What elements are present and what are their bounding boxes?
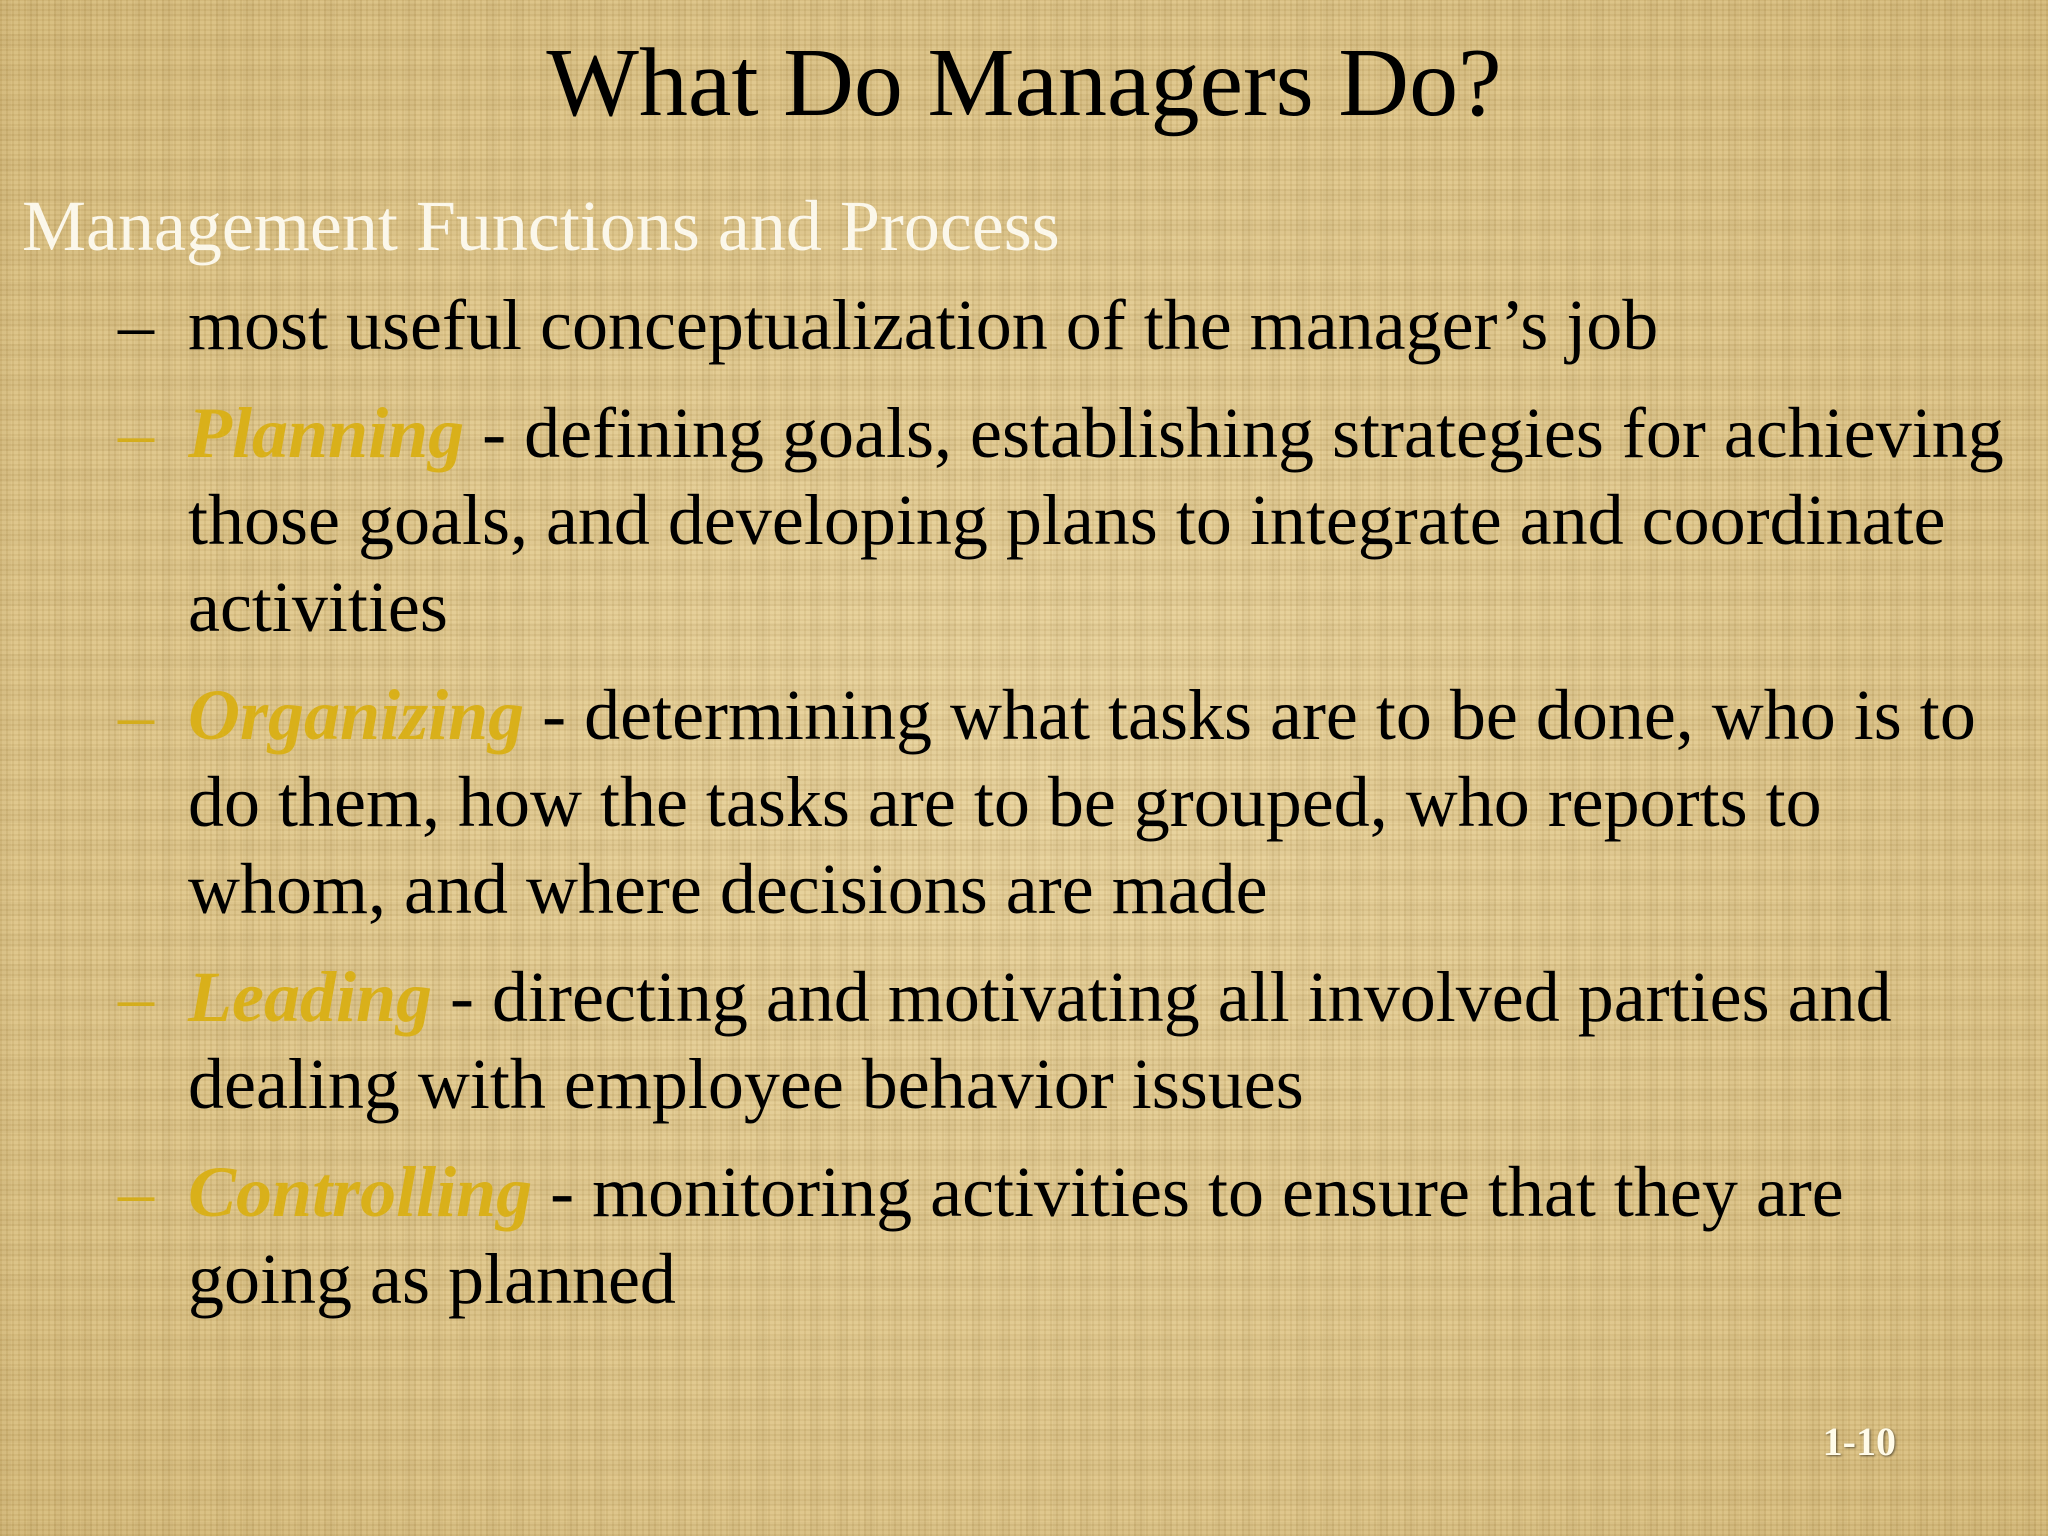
- bullet-text: - monitoring activities to ensure that they are going as planned: [188, 1152, 1844, 1319]
- bullet-item-leading: [118, 954, 2018, 1128]
- slide-title: What Do Managers Do?: [546, 29, 1502, 137]
- term-leading: Leading: [188, 957, 432, 1037]
- bullet-item-controlling: [118, 1149, 2018, 1323]
- dash-icon: –: [118, 675, 154, 755]
- section-heading: Management Functions and Process: [22, 186, 1060, 266]
- bullet-text: most useful conceptualization of the manager’s job: [188, 285, 1659, 365]
- bullet-text: - directing and motivating all involved parties and dealing with employee behavior issues: [188, 957, 1892, 1124]
- bullet-item-planning: [118, 390, 2018, 651]
- bullet-item-intro: [118, 282, 2018, 369]
- bullet-text: - determining what tasks are to be done, who is to do them, how the tasks are to be grouped, who reports to whom, and where decisions are made: [188, 675, 1976, 929]
- slide-number: 1-10: [1822, 1419, 1896, 1464]
- bullet-list: [118, 282, 2018, 1344]
- term-controlling: Controlling: [188, 1152, 533, 1232]
- dash-icon: –: [118, 285, 154, 365]
- term-organizing: Organizing: [188, 675, 525, 755]
- term-planning: Planning: [188, 393, 465, 473]
- dash-icon: –: [118, 393, 154, 473]
- bullet-item-organizing: [118, 672, 2018, 933]
- dash-icon: –: [118, 1152, 154, 1232]
- dash-icon: –: [118, 957, 154, 1037]
- bullet-text: - defining goals, establishing strategies for achieving those goals, and developing plans to integrate and coordinate activities: [188, 393, 2004, 647]
